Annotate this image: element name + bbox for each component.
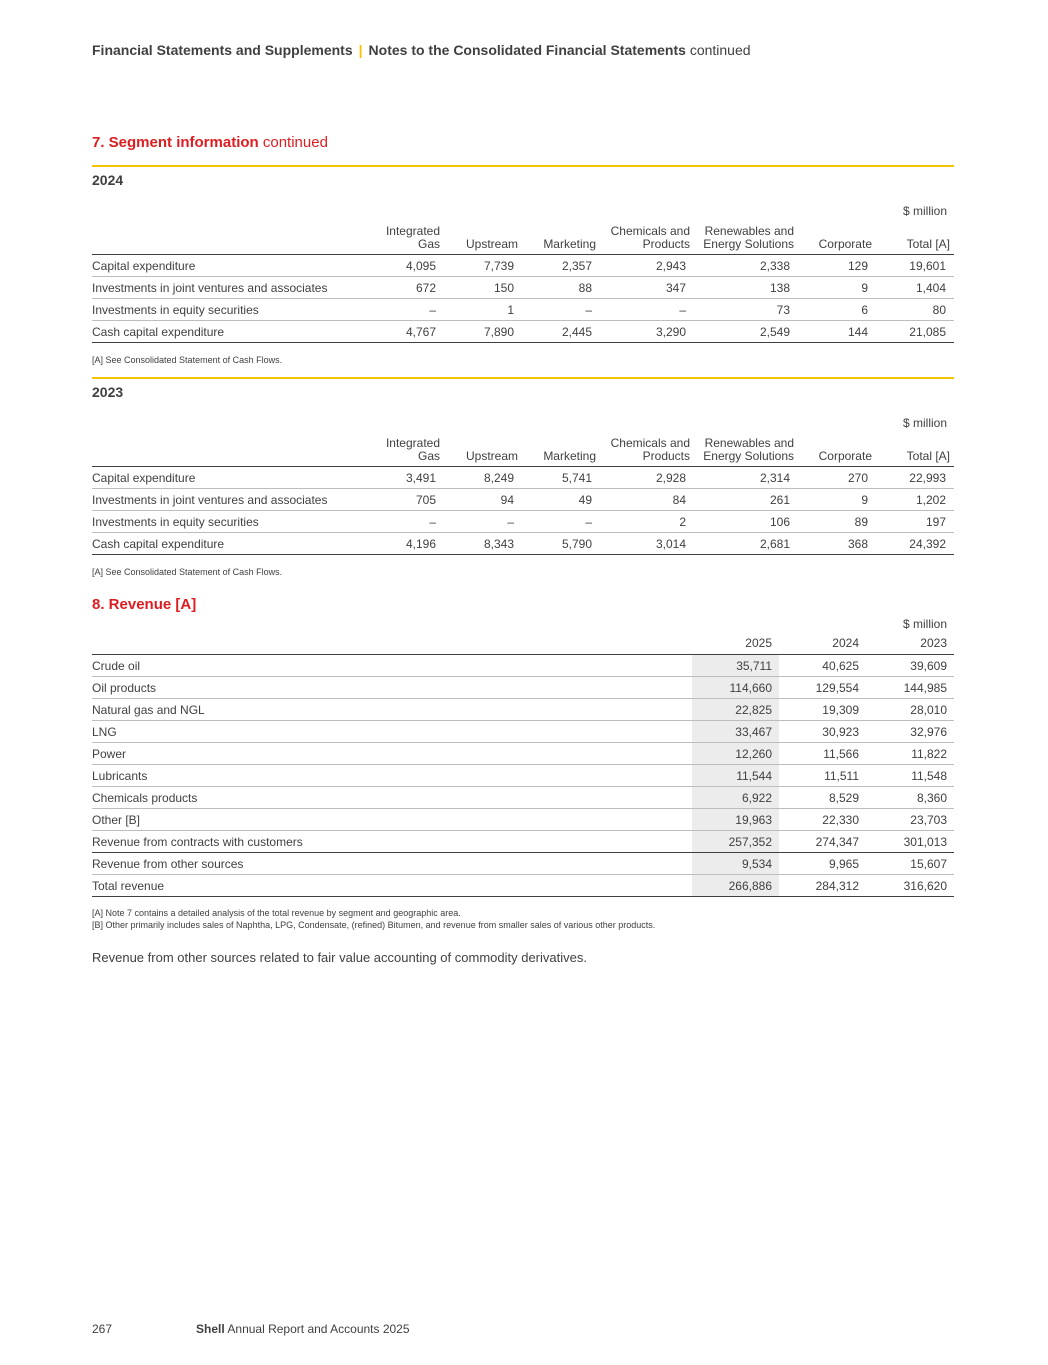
cell-2025: 11,544 [692, 765, 779, 787]
table-row [92, 743, 954, 765]
row-label: Investments in joint ventures and associates [92, 489, 356, 511]
cell: 5,790 [522, 533, 600, 555]
table-row [92, 699, 954, 721]
cell: 2,928 [600, 467, 694, 489]
cell: 6 [798, 299, 876, 321]
table-row [92, 655, 954, 677]
cell-2024: 11,511 [779, 765, 866, 787]
row-label: LNG [92, 721, 692, 743]
row-label: Natural gas and NGL [92, 699, 692, 721]
cell: 672 [356, 277, 444, 299]
cell-2024: 284,312 [779, 875, 866, 897]
col-integrated-gas: Integrated Gas [356, 225, 444, 255]
table-row [92, 467, 954, 489]
row-label: Investments in equity securities [92, 299, 356, 321]
cell: 138 [694, 277, 798, 299]
cell: 705 [356, 489, 444, 511]
col-upstream: Upstream [444, 225, 522, 255]
row-label: Cash capital expenditure [92, 321, 356, 343]
cell-2024: 40,625 [779, 655, 866, 677]
cell-2023: 8,360 [866, 787, 954, 809]
row-label: Capital expenditure [92, 255, 356, 277]
cell-2023: 11,548 [866, 765, 954, 787]
cell: 9 [798, 489, 876, 511]
footer-doc-title: Annual Report and Accounts 2025 [227, 1322, 410, 1336]
cell: 2,681 [694, 533, 798, 555]
cell: 9 [798, 277, 876, 299]
cell: 84 [600, 489, 694, 511]
col-total: Total [A] [876, 225, 954, 255]
cell-2023: 144,985 [866, 677, 954, 699]
unit-revenue: $ million [902, 617, 947, 631]
segment-table-2023 [92, 437, 954, 555]
cell-2025: 35,711 [692, 655, 779, 677]
year-2023-rule [92, 377, 954, 379]
col-2025: 2025 [692, 634, 779, 655]
cell: 94 [444, 489, 522, 511]
row-label: Investments in joint ventures and associates [92, 277, 356, 299]
cell-2025: 33,467 [692, 721, 779, 743]
page-number: 267 [92, 1322, 113, 1336]
table-row [92, 765, 954, 787]
table-row [92, 277, 954, 299]
cell: – [356, 511, 444, 533]
running-header [92, 42, 751, 58]
footnote-revenue-b: [B] Other primarily includes sales of Naphtha, LPG, Condensate, (refined) Bitumen, and revenue from smaller sales of various other products. [92, 920, 656, 930]
col-chemicals: Chemicals and Products [600, 225, 694, 255]
cell: 270 [798, 467, 876, 489]
table-row-total [92, 533, 954, 555]
cell-2023: 39,609 [866, 655, 954, 677]
section-8-title [92, 596, 196, 613]
cell-2025: 6,922 [692, 787, 779, 809]
cell: 1,202 [876, 489, 954, 511]
header-continued: continued [689, 42, 751, 58]
table-header-row [92, 437, 954, 467]
table-row-subtotal [92, 831, 954, 853]
section-7-title [92, 134, 328, 151]
cell-2025: 19,963 [692, 809, 779, 831]
cell-2024: 9,965 [779, 853, 866, 875]
col-2023: 2023 [866, 634, 954, 655]
cell-2024: 11,566 [779, 743, 866, 765]
cell: 4,767 [356, 321, 444, 343]
cell-2025: 266,886 [692, 875, 779, 897]
cell: 80 [876, 299, 954, 321]
cell: – [444, 511, 522, 533]
col-2024: 2024 [779, 634, 866, 655]
footnote-2024: [A] See Consolidated Statement of Cash Flows. [92, 355, 283, 365]
cell-2024: 129,554 [779, 677, 866, 699]
cell-2023: 301,013 [866, 831, 954, 853]
row-label: Revenue from other sources [92, 853, 692, 875]
table-row [92, 787, 954, 809]
cell: 197 [876, 511, 954, 533]
col-total: Total [A] [876, 437, 954, 467]
col-corporate: Corporate [798, 437, 876, 467]
year-2023-heading: 2023 [92, 384, 124, 400]
table-row [92, 721, 954, 743]
cell-2024: 274,347 [779, 831, 866, 853]
table-row [92, 511, 954, 533]
unit-2023: $ million [902, 416, 947, 430]
cell-2025: 9,534 [692, 853, 779, 875]
table-row [92, 299, 954, 321]
cell: 2,445 [522, 321, 600, 343]
cell: 2,943 [600, 255, 694, 277]
cell: 1,404 [876, 277, 954, 299]
cell: 2,314 [694, 467, 798, 489]
table-row-total [92, 321, 954, 343]
cell: – [600, 299, 694, 321]
col-chemicals: Chemicals and Products [600, 437, 694, 467]
row-label: Investments in equity securities [92, 511, 356, 533]
cell: 2,338 [694, 255, 798, 277]
unit-2024: $ million [902, 204, 947, 218]
row-label: Revenue from contracts with customers [92, 831, 692, 853]
row-label: Power [92, 743, 692, 765]
cell-2025: 12,260 [692, 743, 779, 765]
cell: 144 [798, 321, 876, 343]
row-label: Total revenue [92, 875, 692, 897]
cell: 2 [600, 511, 694, 533]
cell: 4,196 [356, 533, 444, 555]
cell-2023: 15,607 [866, 853, 954, 875]
table-row [92, 677, 954, 699]
footnote-2023: [A] See Consolidated Statement of Cash Flows. [92, 567, 283, 577]
cell-2023: 316,620 [866, 875, 954, 897]
table-row [92, 255, 954, 277]
cell: 5,741 [522, 467, 600, 489]
cell: 8,343 [444, 533, 522, 555]
header-subsection: Notes to the Consolidated Financial Statements [368, 42, 686, 58]
row-label: Crude oil [92, 655, 692, 677]
cell: 22,993 [876, 467, 954, 489]
table-row [92, 809, 954, 831]
cell-2025: 22,825 [692, 699, 779, 721]
year-2024-rule [92, 165, 954, 167]
header-separator: | [358, 42, 363, 58]
col-marketing: Marketing [522, 225, 600, 255]
cell-2024: 19,309 [779, 699, 866, 721]
cell-2025: 257,352 [692, 831, 779, 853]
cell: 2,357 [522, 255, 600, 277]
cell: 89 [798, 511, 876, 533]
section-7-heading: 7. Segment information [92, 134, 259, 151]
cell-2024: 22,330 [779, 809, 866, 831]
cell: 150 [444, 277, 522, 299]
cell-2024: 30,923 [779, 721, 866, 743]
cell: 129 [798, 255, 876, 277]
cell: – [356, 299, 444, 321]
segment-table-2024 [92, 225, 954, 343]
cell: 261 [694, 489, 798, 511]
cell: 21,085 [876, 321, 954, 343]
footnote-revenue-a: [A] Note 7 contains a detailed analysis of the total revenue by segment and geographic area. [92, 908, 461, 918]
row-label: Cash capital expenditure [92, 533, 356, 555]
cell: 19,601 [876, 255, 954, 277]
cell: 347 [600, 277, 694, 299]
cell: 4,095 [356, 255, 444, 277]
cell: 3,014 [600, 533, 694, 555]
cell: 24,392 [876, 533, 954, 555]
section-7-continued: continued [262, 134, 328, 151]
section-8-heading: 8. Revenue [A] [92, 596, 197, 613]
cell: 2,549 [694, 321, 798, 343]
table-row [92, 489, 954, 511]
cell-2025: 114,660 [692, 677, 779, 699]
cell-2023: 28,010 [866, 699, 954, 721]
cell: 7,890 [444, 321, 522, 343]
row-label: Lubricants [92, 765, 692, 787]
col-integrated-gas: Integrated Gas [356, 437, 444, 467]
cell-2024: 8,529 [779, 787, 866, 809]
col-renewables: Renewables and Energy Solutions [694, 437, 798, 467]
cell: 3,491 [356, 467, 444, 489]
row-label: Other [B] [92, 809, 692, 831]
row-label: Chemicals products [92, 787, 692, 809]
footer-brand: Shell [196, 1322, 225, 1336]
revenue-paragraph: Revenue from other sources related to fair value accounting of commodity derivatives. [92, 950, 587, 965]
page-footer [92, 1322, 410, 1336]
cell: 88 [522, 277, 600, 299]
col-marketing: Marketing [522, 437, 600, 467]
cell: – [522, 299, 600, 321]
cell: 8,249 [444, 467, 522, 489]
cell: 368 [798, 533, 876, 555]
revenue-table [92, 634, 954, 897]
cell-2023: 11,822 [866, 743, 954, 765]
cell: 73 [694, 299, 798, 321]
cell: 49 [522, 489, 600, 511]
cell-2023: 23,703 [866, 809, 954, 831]
header-section: Financial Statements and Supplements [92, 42, 353, 58]
cell: 7,739 [444, 255, 522, 277]
col-corporate: Corporate [798, 225, 876, 255]
table-row-total [92, 875, 954, 897]
cell-2023: 32,976 [866, 721, 954, 743]
cell: 3,290 [600, 321, 694, 343]
table-row [92, 853, 954, 875]
cell: 1 [444, 299, 522, 321]
cell: 106 [694, 511, 798, 533]
table-header-row [92, 225, 954, 255]
table-header-row [92, 634, 954, 655]
col-upstream: Upstream [444, 437, 522, 467]
cell: – [522, 511, 600, 533]
year-2024-heading: 2024 [92, 172, 124, 188]
col-renewables: Renewables and Energy Solutions [694, 225, 798, 255]
row-label: Oil products [92, 677, 692, 699]
row-label: Capital expenditure [92, 467, 356, 489]
